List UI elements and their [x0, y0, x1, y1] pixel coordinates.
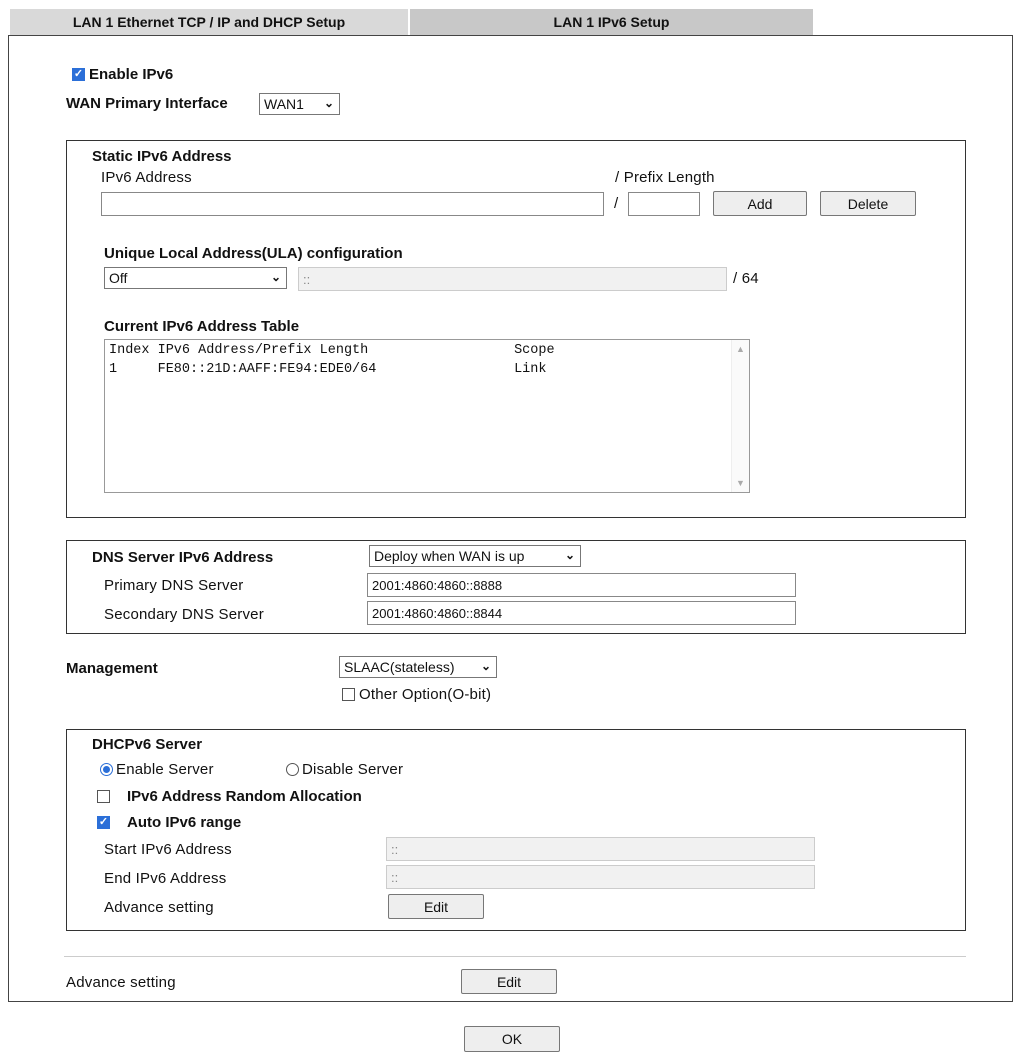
wan-primary-select[interactable] — [259, 93, 340, 115]
advance-edit-button[interactable]: Edit — [461, 969, 557, 994]
table-row: 1 FE80::21D:AAFF:FE94:EDE0/64 Link — [109, 362, 547, 377]
divider — [64, 956, 966, 957]
dns-title: DNS Server IPv6 Address — [92, 549, 274, 566]
auto-range-checkbox[interactable]: ✓ — [98, 816, 109, 828]
ula-prefix-suffix: / 64 — [733, 270, 759, 287]
address-table-header: Index IPv6 Address/Prefix Length Scope — [109, 343, 555, 358]
wan-primary-label: WAN Primary Interface — [66, 95, 228, 112]
prefix-slash: / — [614, 195, 619, 212]
chevron-down-icon: ⌄ — [564, 548, 575, 562]
primary-dns-label: Primary DNS Server — [104, 577, 244, 594]
disable-server-radio[interactable] — [286, 763, 299, 776]
ipv6-address-label: IPv6 Address — [101, 169, 192, 186]
chevron-down-icon: ⌄ — [480, 659, 491, 673]
ula-mode-value: Off — [109, 270, 128, 286]
scroll-up-icon[interactable]: ▲ — [736, 344, 745, 354]
add-button[interactable]: Add — [713, 191, 807, 216]
ipv6-address-input[interactable] — [101, 192, 604, 216]
start-ipv6-input[interactable]: :: — [386, 837, 815, 861]
other-option-checkbox[interactable] — [342, 688, 355, 701]
address-table-title: Current IPv6 Address Table — [104, 318, 300, 335]
tab-lan1-ethernet[interactable]: LAN 1 Ethernet TCP / IP and DHCP Setup — [10, 9, 408, 35]
chevron-down-icon: ⌄ — [270, 270, 281, 284]
dns-mode-value: Deploy when WAN is up — [374, 548, 525, 564]
advance-setting-label: Advance setting — [66, 974, 176, 991]
ula-mode-select[interactable] — [104, 267, 287, 289]
ula-title: Unique Local Address(ULA) configuration — [104, 245, 403, 262]
chevron-down-icon: ⌄ — [323, 96, 334, 110]
enable-server-label: Enable Server — [116, 761, 214, 778]
static-ipv6-title: Static IPv6 Address — [92, 148, 232, 165]
ula-address-input[interactable]: :: — [298, 267, 727, 291]
address-table[interactable] — [104, 339, 750, 493]
wan-primary-value: WAN1 — [264, 96, 304, 112]
prefix-length-input[interactable] — [628, 192, 700, 216]
dns-mode-select[interactable] — [369, 545, 581, 567]
management-value: SLAAC(stateless) — [344, 659, 455, 675]
tab-lan1-ipv6[interactable]: LAN 1 IPv6 Setup — [410, 9, 813, 35]
management-select[interactable] — [339, 656, 497, 678]
dhcpv6-title: DHCPv6 Server — [92, 736, 203, 753]
delete-button[interactable]: Delete — [820, 191, 916, 216]
ok-button[interactable]: OK — [464, 1026, 560, 1052]
other-option-label: Other Option(O-bit) — [359, 686, 492, 703]
enable-server-radio[interactable] — [100, 763, 113, 776]
enable-ipv6-label: Enable IPv6 — [89, 66, 174, 83]
scroll-down-icon[interactable]: ▼ — [736, 478, 745, 488]
end-ipv6-input[interactable]: :: — [386, 865, 815, 889]
random-allocation-label: IPv6 Address Random Allocation — [127, 788, 362, 805]
secondary-dns-label: Secondary DNS Server — [104, 606, 264, 623]
secondary-dns-input[interactable]: 2001:4860:4860::8844 — [367, 601, 796, 625]
enable-ipv6-checkbox[interactable]: ✓ — [73, 68, 84, 80]
random-allocation-checkbox[interactable] — [97, 790, 110, 803]
management-label: Management — [66, 660, 158, 677]
dhcpv6-edit-button[interactable]: Edit — [388, 894, 484, 919]
auto-range-label: Auto IPv6 range — [127, 814, 242, 831]
prefix-length-label: / Prefix Length — [615, 169, 715, 186]
end-ipv6-label: End IPv6 Address — [104, 870, 227, 887]
primary-dns-input[interactable]: 2001:4860:4860::8888 — [367, 573, 796, 597]
disable-server-label: Disable Server — [302, 761, 404, 778]
dhcpv6-advance-label: Advance setting — [104, 899, 214, 916]
start-ipv6-label: Start IPv6 Address — [104, 841, 232, 858]
table-scrollbar[interactable] — [731, 340, 749, 492]
